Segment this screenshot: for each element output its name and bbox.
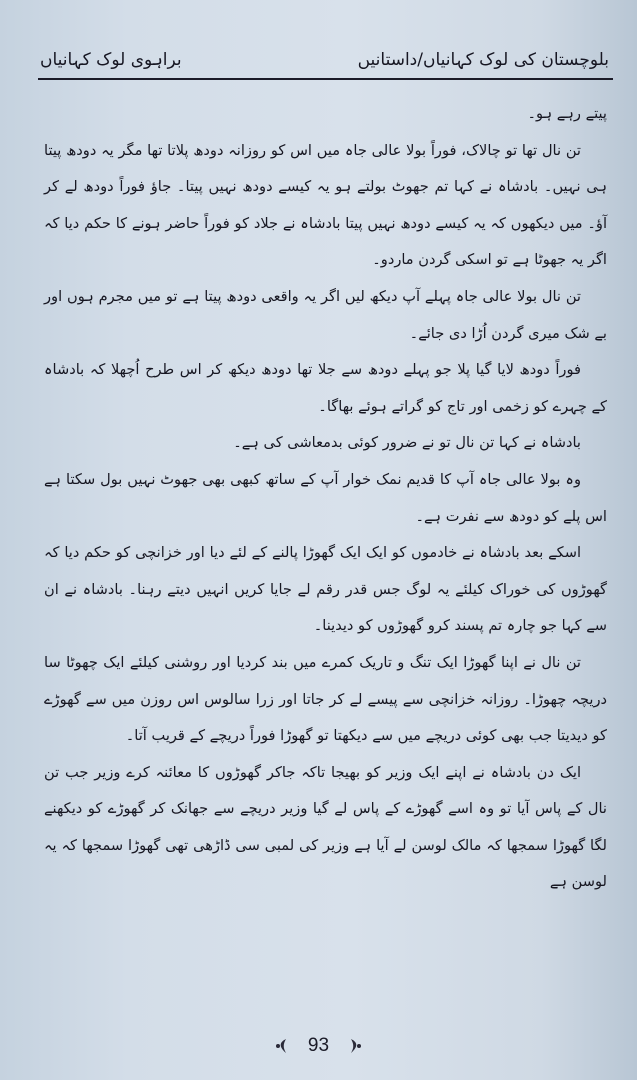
header-divider [38, 78, 613, 80]
page-number: 93 [307, 1035, 330, 1056]
header-left-title: براہوی لوک کہانیاں [40, 49, 182, 70]
page-body [44, 96, 607, 901]
paragraph: تن نال تھا تو چالاک، فوراً بولا عالی جاہ میں اس کو روزانہ دودھ پلاتا تھا مگر یہ دودھ پیتا ہی نہیں۔ بادشاہ نے کہا تم جھوٹ بولتے ہو یہ کیسے دودھ نہیں پیتا۔ جاؤ فوراً دودھ لے کر آؤ۔ میں دیکھوں کہ یہ کیسے دودھ نہیں پیتا بادشاہ نے جلاد کو فوراً حاضر ہونے کا حکم دیا کہ اگر یہ جھوٹا ہے تو اسکی گردن ماردو۔ [44, 141, 607, 269]
left-ornament-icon [274, 1037, 292, 1055]
header-right-title: بلوچستان کی لوک کہانیاں/داستانیں [357, 49, 609, 70]
paragraph: اسکے بعد بادشاہ نے خادموں کو ایک ایک گھوڑا پالنے کے لئے دیا اور خزانچی کو حکم دیا کہ گھوڑوں کی خوراک کیلئے یہ لوگ جس قدر رقم لے جایا کریں انہیں دیتے رہنا۔ بادشاہ نے ان سے کہا جو چارہ تم پسند کرو گھوڑوں کو دیدینا۔ [44, 544, 607, 635]
paragraph: پیتے رہے ہو۔ [527, 105, 607, 122]
paragraph: ایک دن بادشاہ نے اپنے ایک وزیر کو بھیجا تاکہ جاکر گھوڑوں کا معائنہ کرے وزیر جب تن نال کے پاس آیا تو وہ اسے گھوڑے کے پاس لے گیا وزیر دریچے سے جھانک کر گھوڑے کو دیکھنے لگا گھوڑا سمجھا کہ مالک لوسن لے آیا ہے وزیر کی لمبی سی ڈاڑھی تھی گھوڑا سمجھا کہ یہ لوسن ہے [44, 763, 607, 891]
right-ornament-icon [345, 1037, 363, 1055]
running-header [40, 44, 609, 74]
paragraph: وہ بولا عالی جاہ آپ کا قدیم نمک خوار آپ کے ساتھ کبھی بھی جھوٹ نہیں بول سکتا ہے اس پلے کو دودھ سے نفرت ہے۔ [44, 470, 607, 525]
paragraph: فوراً دودھ لایا گیا پلا جو پہلے دودھ سے جلا تھا دودھ دیکھ کر اس طرح اُچھلا کہ بادشاہ کے چہرے کو زخمی اور تاج کو گراتے ہوئے بھاگا۔ [44, 361, 607, 415]
paragraph: بادشاہ نے کہا تن نال تو نے ضرور کوئی بدمعاشی کی ہے۔ [233, 434, 581, 452]
paragraph: تن نال بولا عالی جاہ پہلے آپ دیکھ لیں اگر یہ واقعی دودھ پیتا ہے تو میں مجرم ہوں اور بے شک میری گردن اُڑا دی جائے۔ [44, 287, 607, 342]
page-footer [0, 1028, 637, 1064]
paragraph: تن نال نے اپنا گھوڑا ایک تنگ و تاریک کمرے میں بند کردیا اور روشنی کیلئے ایک چھوٹا سا دریچہ چھوڑا۔ روزانہ خزانچی سے پیسے لے کر جاتا اور زرا سالوس اس روزن میں سے گھوڑے کو دیدیتا جب بھی کوئی دریچے میں سے دیکھتا تو گھوڑا فوراً دریچے کے قریب آتا۔ [44, 653, 607, 745]
